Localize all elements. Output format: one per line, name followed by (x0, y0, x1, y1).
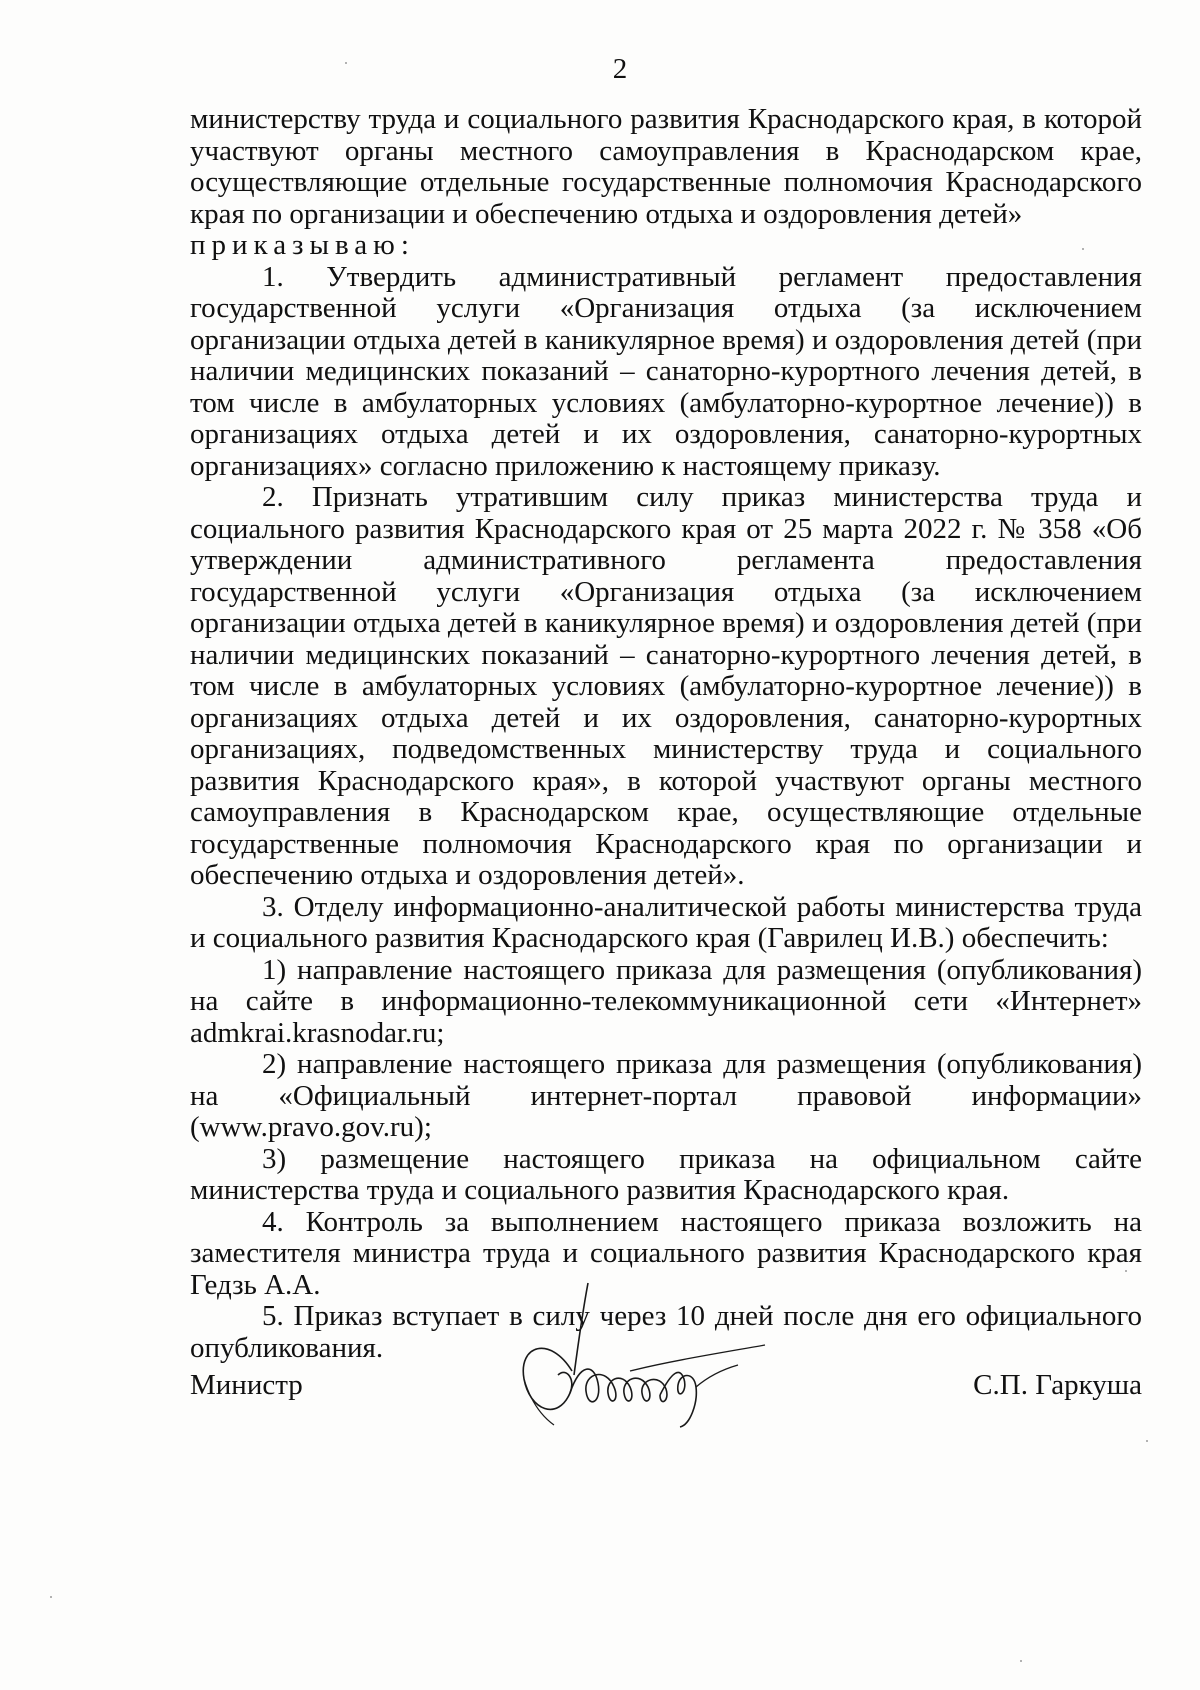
document-body (190, 104, 1142, 1364)
scan-speck (1082, 248, 1084, 250)
paragraph-item-2: 2. Признать утратившим силу приказ министерства труда и социального развития Краснодарского края от 25 марта 2022 г. № 358 «Об утверждении административного регламента предоставления государственной услуги «Организация отдыха (за исключением организации отдыха детей в каникулярное время) и оздоровления детей (при наличии медицинских показаний – санаторно-курортного лечения детей, в том числе в амбулаторных условиях (амбулаторно-курортное лечение)) в организациях отдыха детей и их оздоровления, санаторно-курортных организациях, подведомственных министерству труда и социального развития Краснодарского края», в которой участвуют органы местного самоуправления в Краснодарском крае, осуществляющие отдельные государственные полномочия Краснодарского края по организации и обеспечению отдыха и оздоровления детей». (190, 481, 1142, 891)
paragraph-item-3: 3. Отделу информационно-аналитической работы министерства труда и социального развития Краснодарского края (Гаврилец И.В.) обеспечить: (190, 890, 1142, 954)
paragraph-item-1: 1. Утвердить административный регламент предоставления государственной услуги «Организация отдыха (за исключением организации отдыха детей в каникулярное время) и оздоровления детей (при наличии медицинских показаний – санаторно-курортного лечения детей, в том числе в амбулаторных условиях (амбулаторно-курортное лечение)) в организациях отдыха детей и их оздоровления, санаторно-курортных организациях» согласно приложению к настоящему приказу. (190, 260, 1142, 482)
signature-block (190, 1368, 1142, 1408)
scan-speck (1020, 1660, 1022, 1662)
page-number: 2 (612, 53, 628, 85)
scan-speck (50, 1596, 52, 1598)
paragraph-subitem-2: 2) направление настоящего приказа для размещения (опубликования) на «Официальный интернет-портал правовой информации» (www.pravo.gov.ru); (190, 1048, 1142, 1143)
paragraph-item-5: 5. Приказ вступает в силу через 10 дней после дня его официального опубликования. (190, 1300, 1142, 1364)
scan-speck (1125, 1270, 1127, 1272)
signatory-title: Министр (190, 1369, 303, 1401)
signatory-name: С.П. Гаркуша (973, 1369, 1142, 1401)
paragraph-subitem-1: 1) направление настоящего приказа для размещения (опубликования) на сайте в информационно-телекоммуникационной сети «Интернет» admkrai.krasnodar.ru; (190, 953, 1142, 1049)
scan-speck (345, 62, 347, 64)
paragraph-item-4: 4. Контроль за выполнением настоящего приказа возложить на заместителя министра труда и социального развития Краснодарского края Гедзь А.А. (190, 1205, 1142, 1301)
scan-speck (1146, 1440, 1148, 1442)
paragraph-subitem-3: 3) размещение настоящего приказа на официальном сайте министерства труда и социального развития Краснодарского края. (190, 1142, 1142, 1206)
order-directive: приказываю: (190, 229, 415, 261)
paragraph-preamble-continuation: министерству труда и социального развития Краснодарского края, в которой участвуют органы местного самоуправления в Краснодарском крае, осуществляющие отдельные государственные полномочия Краснодарского края по организации и обеспечению отдыха и оздоровления детей» (190, 103, 1142, 230)
handwritten-signature (510, 1275, 770, 1435)
